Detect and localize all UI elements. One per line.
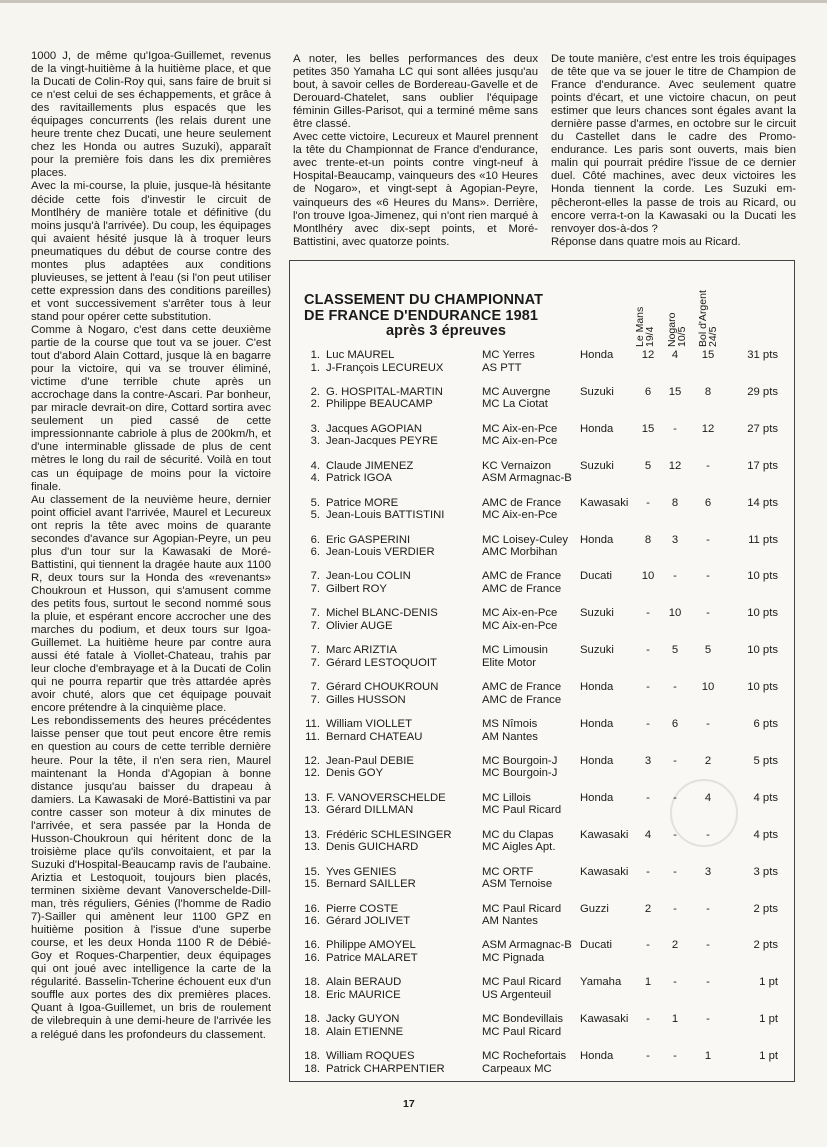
points-bol-d-argent: - [706, 459, 710, 472]
points-le-mans: 3 [644, 754, 652, 767]
total-points: 31 pts [747, 349, 778, 361]
position: 18. [304, 1025, 320, 1038]
position: 16. [304, 939, 320, 952]
table-row [290, 460, 796, 488]
bike-brand: Honda [580, 791, 614, 804]
driver-2-name: Eric MAURICE [326, 988, 401, 1001]
driver-2-club: ASM Armagnac-B [482, 472, 572, 485]
table-row [290, 386, 796, 414]
position: 13. [304, 791, 320, 804]
points-bol-d-argent: 6 [704, 496, 712, 509]
total-points: 27 pts [747, 422, 778, 435]
points-nogaro: 5 [671, 644, 679, 657]
bike-brand: Suzuki [580, 459, 614, 472]
driver-1-name: Yves GENIES [326, 865, 397, 878]
driver-1-name: Eric GASPERINI [326, 533, 411, 546]
driver-1-name: Marc ARIZTIA [326, 644, 397, 657]
driver-2-club: MC Pignada [482, 951, 545, 964]
position: 7. [310, 656, 320, 669]
driver-1-club: MC Auvergne [482, 385, 551, 398]
position: 16. [304, 915, 320, 927]
driver-2-name: Patrice MALARET [326, 951, 418, 964]
bike-brand: Suzuki [580, 385, 614, 398]
driver-1-club: MC Aix-en-Pce [482, 422, 558, 435]
driver-2-name: Denis GUICHARD [326, 841, 419, 854]
position: 15. [304, 878, 320, 891]
paragraph: Comme à Nogaro, c'est dans cette deuxième partie de la course que tout va se jouer. C'est tout d'abord Alain Cottard, jusque là en bagarre pour la victoire, qui va se trouver éliminé, victime d'une terrible chute après un accrochage dans la contre-Ascari. Par bonheur, par miracle devrait-on dire, Cottard sortira avec seulement un pied cassé de cette impressionnante cabriole à plus de 200km/h, et d'une interminable glissade de plus de cent mètres le long du rail de sécurité. Voilà en tout cas un équipage de moins pour la victoire finale. [31, 323, 271, 493]
points-bol-d-argent: - [706, 828, 710, 841]
driver-1-name: William VIOLLET [326, 718, 412, 730]
points-bol-d-argent: 5 [704, 644, 712, 657]
points-nogaro: 3 [671, 533, 679, 546]
points-nogaro: - [673, 791, 677, 804]
driver-1-name: Alain BERAUD [326, 976, 402, 989]
total-points: 14 pts [747, 496, 778, 509]
points-nogaro: 4 [671, 349, 679, 361]
points-bol-d-argent: 8 [704, 385, 712, 398]
total-points: 3 pts [753, 865, 778, 878]
table-row [290, 607, 796, 635]
position: 7. [310, 619, 320, 632]
table-row [290, 423, 796, 451]
table-row [290, 866, 796, 894]
points-le-mans: 6 [644, 385, 652, 398]
points-bol-d-argent: 1 [704, 1050, 712, 1063]
table-row [290, 681, 796, 709]
total-points: 2 pts [753, 939, 778, 952]
driver-1-club: MC Loisey-Culey [482, 533, 569, 546]
position: 12. [304, 754, 320, 767]
standings-title [304, 293, 634, 340]
driver-2-club: Carpeaux MC [482, 1062, 552, 1075]
position: 7. [310, 681, 320, 694]
points-nogaro: - [673, 754, 677, 767]
driver-1-club: MC Aix-en-Pce [482, 607, 558, 620]
driver-1-name: Jacky GUYON [326, 1013, 400, 1026]
position: 6. [310, 546, 320, 558]
total-points: 1 pt [759, 976, 778, 989]
table-row [290, 718, 796, 746]
points-bol-d-argent: - [706, 976, 710, 989]
driver-1-club: MC Paul Ricard [482, 902, 562, 915]
bike-brand: Honda [580, 754, 614, 767]
driver-2-name: Gérard JOLIVET [326, 915, 411, 927]
bike-brand: Honda [580, 1050, 614, 1063]
position: 15. [304, 865, 320, 878]
driver-2-club: US Argenteuil [482, 988, 552, 1001]
points-le-mans: 2 [644, 902, 652, 915]
driver-1-name: Philippe AMOYEL [326, 939, 416, 952]
driver-2-name: Gilles HUSSON [326, 693, 406, 706]
page-number: 17 [403, 1098, 415, 1110]
bike-brand: Suzuki [580, 607, 614, 620]
points-nogaro: 1 [671, 1013, 679, 1026]
driver-1-name: F. VANOVERSCHELDE [326, 791, 446, 804]
driver-1-club: AMC de France [482, 681, 562, 694]
total-points: 1 pt [759, 1013, 778, 1026]
bike-brand: Yamaha [580, 976, 622, 989]
position: 4. [310, 459, 320, 472]
driver-1-club: ASM Armagnac-B [482, 939, 572, 952]
paragraph: Avec la mi-course, la pluie, jusque-là hésitante décide cette fois d'investir le circuit de Montlhéry de manière totale et définitive (du moins jusqu'à l'arrivée). Du coup, les équipages qui avaient hésité jusque là à troquer leurs pneumatiques du début de course contre des montes plus adaptées aux conditions pluvieuses, se jettent à l'eau (si l'on peut utiliser cette expression dans des conditions pareilles) et vont successivement s'arrêter tous à leur stand pour opérer cette substitution. [31, 180, 271, 323]
points-nogaro: 10 [668, 607, 682, 620]
driver-2-club: MC Paul Ricard [482, 804, 562, 817]
total-points: 5 pts [753, 754, 778, 767]
points-le-mans: 1 [644, 976, 652, 989]
points-nogaro: - [673, 828, 677, 841]
points-nogaro: 8 [671, 496, 679, 509]
table-row [290, 570, 796, 598]
driver-1-club: MC du Clapas [482, 828, 554, 841]
driver-1-club: MC Limousin [482, 644, 548, 657]
driver-2-club: MC Paul Ricard [482, 1025, 562, 1038]
bike-brand: Honda [580, 681, 614, 694]
total-points: 1 pt [759, 1050, 778, 1063]
points-bol-d-argent: 4 [704, 791, 712, 804]
driver-1-club: KC Vernaizon [482, 459, 552, 472]
bike-brand: Honda [580, 349, 614, 361]
points-le-mans: - [646, 681, 650, 694]
points-nogaro: 6 [671, 718, 679, 730]
table-row [290, 1013, 796, 1041]
paragraph: 1000 J, de même qu'Igoa-Guillemet, revenus de la vingt-huitième à la huitième place, et que la Ducati de Colin-Roy qui, sans faire de bruit si ce n'est celui de ses échappements, et grâce à des ravitaillements plus espacés que les équipages concurrents (les relais durent une heure trente chez Ducati, une heure seulement chez les Honda ou autres Suzuki), apparaît pour la première fois dans les dix premières places. [31, 50, 271, 180]
position: 1. [310, 349, 320, 361]
position: 13. [304, 841, 320, 854]
points-le-mans: - [646, 496, 650, 509]
bike-brand: Kawasaki [580, 828, 629, 841]
header-bol-d-argent-name: Bol d'Argent [697, 290, 709, 347]
driver-2-club: MC La Ciotat [482, 398, 548, 411]
points-nogaro: - [673, 1050, 677, 1063]
driver-1-club: AMC de France [482, 496, 562, 509]
table-row [290, 976, 796, 1004]
driver-2-name: Alain ETIENNE [326, 1025, 404, 1038]
table-row [290, 939, 796, 967]
position: 4. [310, 472, 320, 485]
driver-1-name: Luc MAUREL [326, 349, 395, 361]
position: 16. [304, 902, 320, 915]
driver-1-name: Gérard CHOUKROUN [326, 681, 439, 694]
position: 11. [305, 718, 320, 730]
points-le-mans: - [646, 1050, 650, 1063]
total-points: 17 pts [747, 459, 778, 472]
table-row [290, 534, 796, 562]
paragraph: Réponse dans quatre mois au Ricard. [551, 235, 741, 248]
points-nogaro: - [673, 681, 677, 694]
paragraph: De toute manière, c'est entre les trois équipages de tête que va se jouer le titre de Champion de France d'endurance. Avec seulement quatre points d'écart, et une victoire chacun, on peut estimer que leurs chances sont égales avant la dernière passe d'armes, en octobre sur le circuit du Castellet dans le cadre des Promo-endurance. Les paris sont ouverts, mais bien malin qui pourrait prédire l'issue de ce dernier duel. Côté machines, avec deux victoires les Honda tiennent la corde. Les Suzuki empêcheront-elles la passe de trois au Ricard, ou encore verra-t-on la Kawasaki ou la Ducati les renvoyer dos-à-dos ? [551, 53, 796, 235]
header-le-mans-name: Le Mans [634, 306, 646, 347]
driver-1-club: AMC de France [482, 570, 562, 583]
driver-1-club: MC Bourgoin-J [482, 754, 558, 767]
driver-2-name: Jean-Louis BATTISTINI [326, 509, 445, 522]
paragraph: Les rebondissements des heures précédentes laisse penser que tout peut encore être remis en question au cours de cette terrible dernière heure. Pour la tête, il n'en sera rien, Maurel maintenant la Honda d'Agopian à bonne distance jusqu'au baisser du drapeau à damiers. La Kawasaki de Moré-Battistini va par contre casser son moteur à dix minutes de l'arrivée, et sera passée par la Honda de Husson-Choukroun qui héritent donc de la troisième place qu'ils convoitaient, et par la Suzuki d'Hospital-Beaucamp ravis de l'aubaine. Ariztia et Lestoquoit, toujours bien placés, terminen sixième devant Vanoverschelde-Dillman, très réguliers, Génies (l'homme de Radio 7)-Sailler qui amènent leur 1100 GPZ en huitième position à l'issue d'une superbe course, et les deux Honda 1100 R de Débié-Goy et Roques-Charpentier, deux équipages qui ont joué avec intelligence la carte de la régularité. Basselin-Tcherine échouent eux d'un souffle aux portes des dix premières places. Quant à Igoa-Guillemet, un bris de roulement de vilebrequin à une demi-heure de l'arrivée les a relégué dans les profondeurs du classement. [31, 715, 271, 1041]
driver-1-name: Pierre COSTE [326, 902, 399, 915]
bike-brand: Ducati [580, 570, 613, 583]
driver-1-name: Jean-Paul DEBIE [326, 754, 414, 767]
paragraph: A noter, les belles performances des deux petites 350 Yamaha LC qui sont allées jusqu'au bout, à savoir celles de Bordereau-Gavelle et de Derouard-Chatelet, sans oublier l'équipage féminin Gilles-Parisot, qui a terminé même sans être classé. [293, 53, 538, 131]
table-row [290, 829, 796, 857]
position: 1. [310, 361, 320, 374]
points-le-mans: 8 [644, 533, 652, 546]
paragraph: Au classement de la neuvième heure, dernier point officiel avant l'arrivée, Maurel et Lecureux ont repris la tête avec moins de quarante secondes d'avance sur Agopian-Peyre, un peu plus d'un tour sur la Kawasaki de Moré-Battistini, qui tiennent la dragée haute aux 1100 R, deux tours sur la Honda des «revenants» Choukroun et Husson, qui s'amusent comme des petits fous, surtout le second nommé sous la pluie, et espérant encore accrocher une des marches du podium, et deux tours sur Igoa-Guillemet. La huitième heure par contre aura aussi été fatale à Viollet-Chateau, trahis par leur cloche d'embrayage et à la Ducati de Colin qui ne pourra repartir que très attardée après avoir chuté, alors que cet équipage pouvait encore prétendre à la cinquième place. [31, 493, 271, 715]
driver-2-club: AM Nantes [482, 915, 538, 927]
total-points: 4 pts [753, 828, 778, 841]
driver-2-club: Elite Motor [482, 656, 536, 669]
points-le-mans: - [646, 865, 650, 878]
article-column-2 [293, 53, 538, 249]
bike-brand: Honda [580, 533, 614, 546]
bike-brand: Suzuki [580, 644, 614, 657]
position: 7. [310, 570, 320, 583]
position: 2. [310, 385, 320, 398]
driver-2-name: Denis GOY [326, 767, 384, 780]
position: 18. [304, 976, 320, 989]
points-bol-d-argent: - [706, 902, 710, 915]
position: 7. [310, 582, 320, 595]
position: 18. [304, 1062, 320, 1075]
header-nogaro-name: Nogaro [666, 312, 678, 347]
table-row [290, 644, 796, 672]
position: 7. [310, 693, 320, 706]
points-bol-d-argent: 12 [701, 422, 715, 435]
points-nogaro: - [673, 865, 677, 878]
points-bol-d-argent: - [706, 607, 710, 620]
points-le-mans: 12 [641, 349, 655, 361]
position: 7. [310, 607, 320, 620]
driver-2-name: Olivier AUGE [326, 619, 393, 632]
total-points: 11 pts [748, 533, 778, 546]
standings-table [289, 260, 795, 1082]
bike-brand: Guzzi [580, 902, 609, 915]
table-row [290, 792, 796, 820]
driver-1-name: Claude JIMENEZ [326, 459, 414, 472]
driver-2-name: Philippe BEAUCAMP [326, 398, 433, 411]
driver-1-name: Jean-Lou COLIN [326, 570, 411, 583]
points-le-mans: - [646, 644, 650, 657]
table-row [290, 903, 796, 931]
driver-1-name: G. HOSPITAL-MARTIN [326, 385, 443, 398]
total-points: 10 pts [747, 644, 778, 657]
driver-2-club: AMC Morbihan [482, 546, 558, 558]
bike-brand: Honda [580, 422, 614, 435]
position: 13. [304, 804, 320, 817]
driver-2-name: J-François LECUREUX [326, 361, 444, 374]
paragraph: Avec cette victoire, Lecureux et Maurel prennent la tête du Championnat de France d'endurance, avec trente-et-un points contre vingt-neuf à Hospital-Beaucamp, vainqueurs des «10 Heures de Nogaro», et vingt-sept à Agopian-Peyre, vainqueurs des «6 Heures du Mans». Derrière, l'on trouve Igoa-Jimenez, qui n'ont rien marqué à Montlhéry avec dix-sept points, et Moré-Battistini, avec quatorze points. [293, 131, 538, 248]
points-bol-d-argent: 3 [704, 865, 712, 878]
driver-2-club: AS PTT [482, 361, 522, 374]
points-nogaro: 12 [668, 459, 682, 472]
total-points: 2 pts [753, 902, 778, 915]
points-nogaro: 15 [668, 385, 682, 398]
points-le-mans: 4 [644, 828, 652, 841]
points-bol-d-argent: 2 [704, 754, 712, 767]
position: 18. [304, 1050, 320, 1063]
table-row [290, 497, 796, 525]
driver-1-name: William ROQUES [326, 1050, 415, 1063]
position: 2. [310, 398, 320, 411]
total-points: 10 pts [747, 570, 778, 583]
points-le-mans: - [646, 718, 650, 730]
driver-2-name: Patrick CHARPENTIER [326, 1062, 445, 1075]
table-row [290, 349, 796, 377]
driver-2-club: ASM Ternoise [482, 878, 553, 891]
table-row [290, 755, 796, 783]
driver-2-club: AM Nantes [482, 730, 538, 743]
points-bol-d-argent: - [706, 939, 710, 952]
header-le-mans [635, 261, 657, 361]
article-column-3 [551, 53, 796, 249]
points-nogaro: - [673, 570, 677, 583]
driver-2-name: Jean-Jacques PEYRE [326, 435, 438, 448]
driver-1-club: MC Rochefortais [482, 1050, 567, 1063]
driver-1-club: MS Nîmois [482, 718, 538, 730]
bike-brand: Kawasaki [580, 865, 629, 878]
standings-title-line-2: DE FRANCE D'ENDURANCE 1981 [304, 307, 539, 324]
position: 12. [304, 767, 320, 780]
position: 3. [310, 422, 320, 435]
points-nogaro: - [673, 976, 677, 989]
bike-brand: Kawasaki [580, 1013, 629, 1026]
driver-2-name: Patrick IGOA [326, 472, 392, 485]
total-points: 10 pts [747, 681, 778, 694]
driver-1-name: Michel BLANC-DENIS [326, 607, 438, 620]
driver-1-name: Frédéric SCHLESINGER [326, 828, 452, 841]
total-points: 6 pts [753, 718, 778, 730]
driver-1-club: MC Lillois [482, 791, 531, 804]
points-le-mans: - [646, 607, 650, 620]
driver-2-name: Jean-Louis VERDIER [326, 546, 435, 558]
driver-1-name: Jacques AGOPIAN [326, 422, 423, 435]
driver-2-club: MC Bourgoin-J [482, 767, 558, 780]
bike-brand: Ducati [580, 939, 613, 952]
driver-2-club: MC Aix-en-Pce [482, 509, 558, 522]
points-nogaro: - [673, 902, 677, 915]
position: 18. [304, 988, 320, 1001]
header-bol-d-argent-date: 24/5 [707, 326, 719, 347]
bike-brand: Kawasaki [580, 496, 629, 509]
bike-brand: Honda [580, 718, 614, 730]
driver-2-name: Gérard DILLMAN [326, 804, 414, 817]
driver-1-name: Patrice MORE [326, 496, 399, 509]
position: 6. [310, 533, 320, 546]
position: 3. [310, 435, 320, 448]
total-points: 29 pts [747, 385, 778, 398]
position: 13. [304, 828, 320, 841]
points-le-mans: - [646, 1013, 650, 1026]
points-bol-d-argent: 15 [701, 349, 715, 361]
total-points: 4 pts [753, 791, 778, 804]
standings-title-line-1: CLASSEMENT DU CHAMPIONNAT [304, 292, 544, 308]
header-le-mans-date: 19/4 [644, 326, 656, 347]
points-bol-d-argent: - [706, 570, 710, 583]
driver-2-club: MC Aix-en-Pce [482, 619, 558, 632]
points-le-mans: - [646, 791, 650, 804]
table-row [290, 1050, 796, 1078]
article-column-1 [31, 50, 271, 1042]
header-nogaro-date: 10/5 [676, 326, 688, 347]
points-le-mans: 15 [641, 422, 655, 435]
driver-2-name: Bernard CHATEAU [326, 730, 423, 743]
points-bol-d-argent: - [706, 1013, 710, 1026]
header-nogaro [667, 261, 689, 361]
driver-1-club: MC Paul Ricard [482, 976, 562, 989]
points-nogaro: - [673, 422, 677, 435]
points-bol-d-argent: - [706, 718, 710, 730]
points-le-mans: 5 [644, 459, 652, 472]
driver-2-name: Bernard SAILLER [326, 878, 416, 891]
driver-2-club: MC Aigles Apt. [482, 841, 556, 854]
driver-2-name: Gilbert ROY [326, 582, 387, 595]
position: 16. [304, 951, 320, 964]
position: 7. [310, 644, 320, 657]
points-bol-d-argent: - [706, 533, 710, 546]
points-nogaro: 2 [671, 939, 679, 952]
driver-2-club: AMC de France [482, 582, 562, 595]
driver-1-club: MC ORTF [482, 865, 534, 878]
position: 5. [310, 509, 320, 522]
position: 11. [305, 730, 320, 743]
driver-1-club: MC Bondevillais [482, 1013, 563, 1026]
position: 18. [304, 1013, 320, 1026]
position: 5. [310, 496, 320, 509]
driver-1-club: MC Yerres [482, 349, 535, 361]
driver-2-club: MC Aix-en-Pce [482, 435, 558, 448]
header-bol-d-argent [698, 261, 720, 361]
driver-2-name: Gérard LESTOQUOIT [326, 656, 437, 669]
points-le-mans: - [646, 939, 650, 952]
total-points: 10 pts [747, 607, 778, 620]
top-border [0, 0, 827, 3]
points-bol-d-argent: 10 [701, 681, 715, 694]
standings-subtitle: après 3 épreuves [386, 323, 507, 339]
driver-2-club: AMC de France [482, 693, 562, 706]
points-le-mans: 10 [641, 570, 655, 583]
